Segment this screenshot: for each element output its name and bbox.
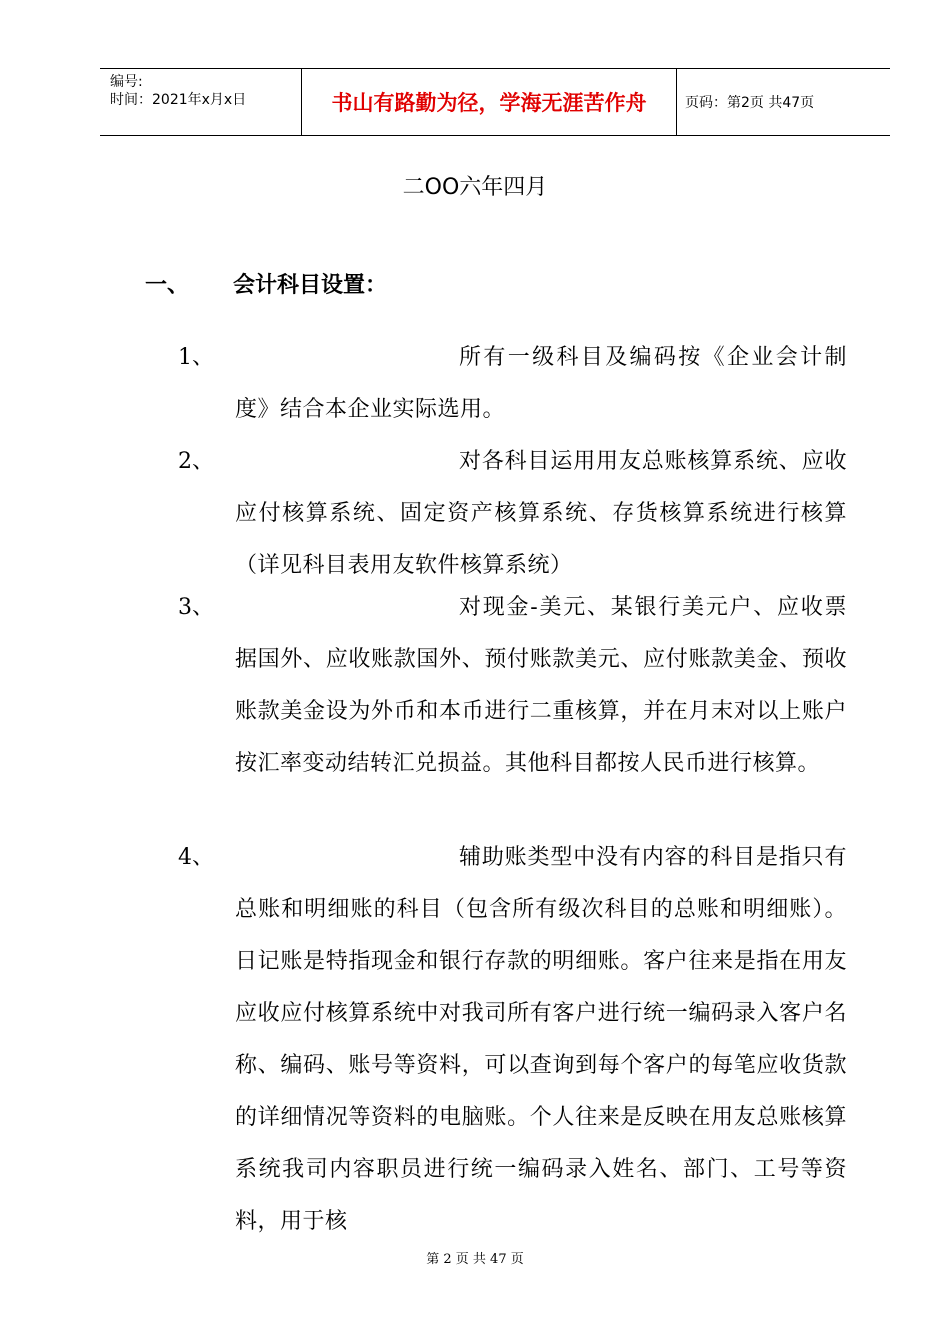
item-number: 2、 [178,449,214,474]
header-motto: 书山有路勤为径，学海无涯苦作舟 [302,69,677,135]
item-text: 辅助账类型中没有内容的科目是指只有总账和明细账的科目（包含所有级次科目的总账和明细账）。日记账是特指现金和银行存款的明细账。客户往来是指在用友应收应付核算系统中对我司所有客户进行统一编码录入客户名称、编码、账号等资料，可以查询到每个客户的每笔应收货款的详细情况等资料的电脑账。个人往来是反映在用友总账核算系统我司内容职员进行统一编码录入姓名、部门、工号等资料，用于核 [235,845,847,1234]
section-number: 一、 [145,273,190,298]
item-text: 所有一级科目及编码按《企业会计制度》结合本企业实际选用。 [235,345,847,422]
section-title: 会计科目设置： [233,273,388,298]
section-heading [145,268,387,299]
header-page-info: 页码：第2页 共47页 [685,95,815,111]
item-text: 对现金-美元、某银行美元户、应收票据国外、应收账款国外、预付账款美元、应付账款美金、预收账款美金设为外币和本币进行二重核算，并在月末对以上账户按汇率变动结转汇兑损益。其他科目都按人民币进行核算。 [235,595,847,776]
page-footer: 第 2 页 共 47 页 [426,1252,524,1267]
item-text: 对各科目运用用友总账核算系统、应收应付核算系统、固定资产核算系统、存货核算系统进行核算（详见科目表用友软件核算系统） [235,449,847,578]
item-number: 4、 [178,845,214,870]
header-meta [100,69,302,135]
number-label: 编号: [110,74,143,90]
item-number: 3、 [178,595,214,620]
date-line: 二OO六年四月 [402,175,548,200]
time-label: 时间：2021年x月x日 [110,92,247,108]
item-number: 1、 [178,345,214,370]
page-header [100,68,890,136]
